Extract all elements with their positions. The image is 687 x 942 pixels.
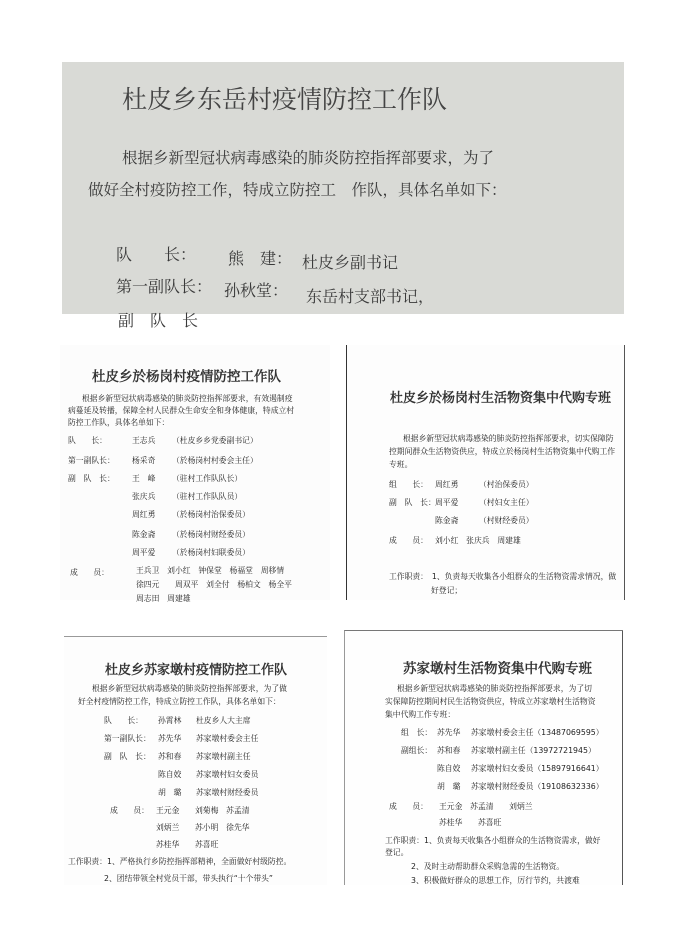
doc3-row-role: 副 队 长：	[389, 498, 436, 507]
doc2-row-role: 第一副队长：	[68, 456, 115, 465]
doc4-row-name: 孙霄林	[158, 716, 182, 725]
doc5-members-label: 成 员：	[389, 802, 428, 811]
doc1-leader-name: 熊 建：	[228, 249, 293, 268]
doc2-paragraph-line1: 根据乡新型冠状病毒感染的肺炎防控指挥部要求，有效遏制疫	[82, 394, 293, 403]
doc4-row-name: 胡 璐	[158, 788, 182, 797]
doc5-row-name: 苏先华	[437, 728, 461, 737]
doc4-title: 杜皮乡苏家墩村疫情防控工作队	[105, 663, 288, 678]
doc5-members-line1: 王元金 苏孟清 刘炳兰	[439, 802, 533, 811]
doc3-row-title: （村治保委员）	[479, 480, 534, 489]
document-yanggang-purchase	[346, 345, 625, 600]
doc2-paragraph-line2: 病蔓延及转播，保障全村人民群众生命安全和身体健康，特成立村	[68, 406, 295, 415]
doc5-title: 苏家墩村生活物资集中代购专班	[403, 661, 592, 677]
doc4-row-title: 苏家墩村妇女委员	[196, 770, 259, 779]
doc3-title: 杜皮乡於杨岗村生活物资集中代购专班	[390, 391, 612, 406]
doc3-row-name: 周红勇	[435, 480, 459, 489]
document-yanggang-team	[60, 345, 330, 603]
document-photo-dongyue	[62, 62, 624, 330]
doc4-row-title: 苏家墩村财经委员	[196, 788, 259, 797]
doc2-row-title: （杜皮乡乡党委副书记）	[172, 436, 258, 445]
doc5-duty-line2: 登记。	[385, 848, 409, 857]
doc1-leader-title: 杜皮乡副书记	[302, 253, 399, 272]
doc3-paragraph-line2: 控期间群众生活物资供应，特成立於杨岗村生活物资集中代购工作	[389, 447, 616, 456]
doc2-row-title: （驻村工作队队员）	[172, 492, 243, 501]
doc1-deputy-name: 孙秋堂：	[224, 281, 289, 300]
doc4-row-title: 杜皮乡人大主席	[196, 716, 251, 725]
doc5-duty-line3: 2、及时主动帮助群众采购急需的生活物资。	[411, 862, 565, 871]
doc1-leader-role: 队 长：	[116, 245, 197, 264]
doc3-members-label: 成 员：	[389, 536, 428, 545]
doc5-row-name: 苏和春	[437, 746, 461, 755]
doc3-paragraph-line3: 专班。	[389, 460, 413, 469]
doc4-row-role: 队 长：	[104, 716, 143, 725]
doc1-partial-line: 副 队 长	[118, 311, 199, 330]
doc2-members-line3: 周志田 周建雄	[136, 594, 191, 603]
doc3-row-name: 周平爱	[435, 498, 459, 507]
doc2-row-title: （於杨岗村妇联委员）	[172, 548, 250, 557]
doc3-duty-line1: 工作职责： 1、负责每天收集各小组群众的生活物资需求情况，做	[389, 572, 617, 581]
doc4-row-title: 苏家墩村委会主任	[196, 734, 259, 743]
doc2-row-name: 周平爱	[132, 548, 156, 557]
doc3-paragraph-line1: 根据乡新型冠状病毒感染的肺炎防控指挥部要求，切实保障防	[403, 434, 614, 443]
doc3-row-title: （村财经委员）	[479, 516, 534, 525]
doc5-border	[622, 631, 623, 885]
doc4-members-line3: 苏桂华 苏喜旺	[156, 840, 219, 849]
doc5-duty-line4: 3、积极做好群众的思想工作，厉行节约，共渡难	[411, 876, 580, 885]
doc5-row-role: 副组长：	[401, 746, 433, 755]
doc3-row-name: 陈金斋	[435, 516, 459, 525]
doc4-duty-line2: 2、团结带领全村党员干部，带头执行“十个带头”	[104, 874, 273, 883]
doc5-paragraph-line2: 实保障防控期间村民生活物资供应，特成立苏家墩村生活物资	[385, 697, 596, 706]
doc2-row-title: （驻村工作队队长）	[172, 474, 243, 483]
doc2-row-name: 王志兵	[132, 436, 156, 445]
document-sujiadun-team	[64, 636, 327, 885]
document-sujiadun-purchase	[344, 630, 623, 885]
doc5-row-title: 苏家墩村委会主任（13487069595）	[471, 728, 604, 737]
doc4-members-line1: 王元金 刘菊梅 苏孟清	[156, 806, 250, 815]
doc3-members: 刘小红 张庆兵 周建雄	[435, 536, 521, 545]
doc1-deputy-role: 第一副队长：	[116, 277, 213, 296]
doc4-row-role: 副 队 长：	[104, 752, 151, 761]
doc3-duty-line2: 好登记；	[431, 586, 463, 595]
doc2-row-name: 陈金斋	[132, 530, 156, 539]
doc2-row-title: （於杨岗村村委会主任）	[172, 456, 258, 465]
doc2-paragraph-line3: 防控工作队，具体名单如下：	[68, 418, 170, 427]
doc4-paragraph-line2: 好全村疫情防控工作，特成立防控工作队，具体名单如下：	[78, 697, 281, 706]
doc5-row-title: 苏家墩村财经委员（19108632336）	[471, 782, 604, 791]
doc5-row-title: 苏家墩村副主任（13972721945）	[471, 746, 596, 755]
doc5-row-title: 苏家墩村妇女委员（15897916641）	[471, 764, 604, 773]
doc2-title: 杜皮乡於杨岗村疫情防控工作队	[92, 369, 281, 385]
doc4-row-role: 第一副队长：	[104, 734, 151, 743]
doc2-row-title: （於杨岗村财经委员）	[172, 530, 250, 539]
doc5-row-role: 组 长：	[401, 728, 433, 737]
doc5-paragraph-line3: 集中代购工作专班：	[385, 710, 456, 719]
doc4-row-name: 苏和春	[158, 752, 182, 761]
doc4-row-name: 苏先华	[158, 734, 182, 743]
doc5-members-line2: 苏桂华 苏喜旺	[439, 818, 502, 827]
doc2-members-line1: 王兵卫 刘小红 钟保堂 杨福堂 周移情	[136, 566, 285, 575]
doc5-row-name: 胡 璐	[437, 782, 461, 791]
doc5-paragraph-line1: 根据乡新型冠状病毒感染的肺炎防控指挥部要求，为了切	[397, 684, 592, 693]
doc4-members-label: 成 员：	[110, 806, 149, 815]
doc4-row-title: 苏家墩村副主任	[196, 752, 251, 761]
doc2-members-line2: 徐四元 周双平 刘全付 杨柏文 杨全平	[136, 580, 292, 589]
doc1-deputy-title: 东岳村支部书记，	[306, 287, 435, 306]
doc4-paragraph-line1: 根据乡新型冠状病毒感染的肺炎防控指挥部要求，为了做	[92, 684, 287, 693]
doc4-members-line2: 刘炳兰 苏小明 徐先华	[156, 823, 250, 832]
doc2-row-name: 杨采奇	[132, 456, 156, 465]
doc5-duty-line1: 工作职责：1、负责每天收集各小组群众的生活物资需求，做好	[385, 836, 601, 845]
doc2-row-name: 张庆兵	[132, 492, 156, 501]
doc5-row-name: 陈自姣	[437, 764, 461, 773]
doc1-paragraph-line1: 根据乡新型冠状病毒感染的肺炎防控指挥部要求，为了	[122, 149, 495, 167]
doc2-row-role: 队 长：	[68, 436, 107, 445]
doc2-row-name: 周红勇	[132, 510, 156, 519]
doc4-row-name: 陈自姣	[158, 770, 182, 779]
doc2-members-label: 成 员：	[70, 568, 109, 577]
doc2-row-role: 副 队 长：	[68, 474, 115, 483]
doc1-paragraph-line2: 做好全村疫防控工作，特成立防控工 作队，具体名单如下：	[88, 181, 507, 199]
doc3-border	[624, 345, 625, 600]
doc3-row-role: 组 长：	[389, 480, 428, 489]
doc4-duty-line1: 工作职责：1、严格执行乡防控指挥部精神，全面做好村级防控。	[68, 857, 292, 866]
doc1-title: 杜皮乡东岳村疫情防控工作队	[122, 85, 448, 114]
doc3-row-title: （村妇女主任）	[479, 498, 534, 507]
doc2-row-title: （於杨岗村治保委员）	[172, 510, 250, 519]
doc2-row-name: 王 峰	[132, 474, 156, 483]
